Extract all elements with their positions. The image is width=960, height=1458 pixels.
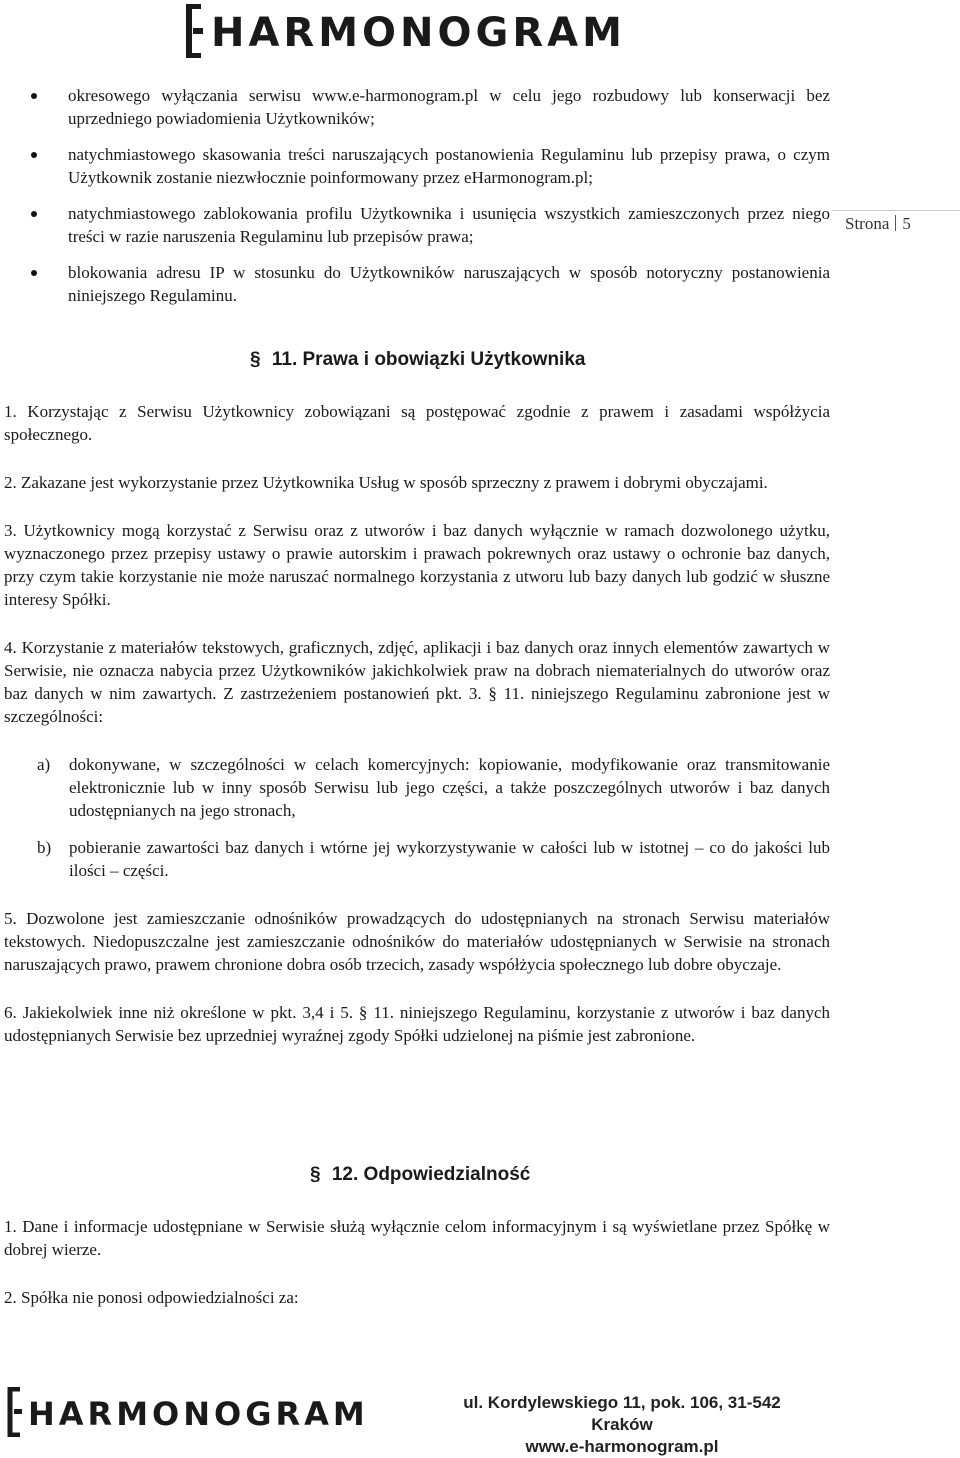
page-label-rule — [832, 210, 960, 211]
paragraph: 4. Korzystanie z materiałów tekstowych, graficznych, zdjęć, aplikacji i baz danych oraz innych elementów zawartych w Serwisie, nie oznacza nabycia przez Użytkowników jakichkolwiek praw na dobrach niematerialnych do utworów oraz baz danych w nim zawartych. Z zastrzeżeniem postanowień pkt. 3. § 11. niniejszego Regulaminu zabronione jest w szczególności: — [4, 638, 830, 726]
bullet-item: blokowania adresu IP w stosunku do Użytkowników naruszających w sposób notoryczny postanowienia niniejszego Regulaminu. — [4, 261, 830, 307]
section-11-title: 11. Prawa i obowiązki Użytkownika — [271, 349, 586, 370]
lettered-marker: a) — [37, 755, 51, 774]
paragraph: 1. Dane i informacje udostępniane w Serwisie służą wyłącznie celom informacyjnym i są wyświetlane przez Spółkę w dobrej wierze. — [4, 1217, 830, 1259]
bullet-dot-icon — [31, 211, 37, 217]
lettered-item: b) pobieranie zawartości baz danych i wtórne jej wykorzystywanie w całości lub w istotnej – co do jakości lub ilości – części. — [37, 838, 830, 880]
logo-text-top: HARMONOGRAM — [211, 10, 626, 56]
footer-logo — [6, 1387, 378, 1437]
bullet-item: okresowego wyłączania serwisu www.e-harmonogram.pl w celu jego rozbudowy lub konserwacji bez uprzedniego powiadomienia Użytkowników; — [4, 84, 830, 130]
page-label-separator — [895, 215, 896, 231]
footer-address-block — [442, 1392, 802, 1458]
bullet-dot-icon — [31, 270, 37, 276]
paragraph: 1. Korzystając z Serwisu Użytkownicy zobowiązani są postępować zgodnie z prawem i zasadami współżycia społecznego. — [4, 402, 830, 444]
paragraph: 6. Jakiekolwiek inne niż określone w pkt. 3,4 i 5. § 11. niniejszego Regulaminu, korzystanie z utworów i baz danych udostępnianych Serwisie bez uprzedniej wyraźnej zgody Spółki udzielonej na piśmie jest zabronione. — [4, 1003, 830, 1045]
bullet-list — [4, 84, 830, 307]
section-11-heading — [250, 349, 585, 371]
section-12-title: 12. Odpowiedzialność — [331, 1164, 531, 1185]
paragraph: 3. Użytkownicy mogą korzystać z Serwisu oraz z utworów i baz danych wyłącznie w ramach dozwolonego użytku, wyznaczonego przez przepisy ustawy o prawie autorskim i prawach pokrewnych oraz ustawy o ochronie baz danych, przy czym takie korzystanie nie może naruszać normalnego korzystania z utworu lub bazy danych lub godzić w słuszne interesy Spółki. — [4, 521, 830, 609]
bullet-block — [4, 84, 830, 320]
page-label — [845, 214, 911, 234]
harmonogram-logo-bottom — [6, 1387, 378, 1437]
paragraph-symbol: § — [310, 1164, 321, 1185]
logo-text-bottom: HARMONOGRAM — [28, 1395, 369, 1433]
harmonogram-logo-top — [183, 4, 653, 58]
page-label-text: Strona — [845, 214, 890, 233]
paragraph: 2. Spółka nie ponosi odpowiedzialności za: — [4, 1288, 299, 1307]
paragraph: 2. Zakazane jest wykorzystanie przez Użytkownika Usług w sposób sprzeczny z prawem i dobrymi obyczajami. — [4, 473, 768, 492]
lettered-list — [4, 753, 830, 882]
page-number: 5 — [902, 214, 911, 233]
section-11-body — [4, 400, 830, 1047]
footer-website: www.e-harmonogram.pl — [525, 1437, 719, 1456]
section-12-body — [4, 1215, 830, 1309]
lettered-item: a) dokonywane, w szczególności w celach komercyjnych: kopiowanie, modyfikowanie oraz transmitowanie elektronicznie lub w inny sposób Serwisu lub jego części, a także poszczególnych utworów i baz danych udostępnianych na jego stronach, — [37, 755, 830, 820]
bullet-item: natychmiastowego skasowania treści naruszających postanowienia Regulaminu lub przepisy prawa, o czym Użytkownik zostanie niezwłocznie poinformowany przez eHarmonogram.pl; — [4, 143, 830, 189]
paragraph: 5. Dozwolone jest zamieszczanie odnośników prowadzących do udostępnianych na stronach Serwisu materiałów tekstowych. Niedopuszczalne jest zamieszczanie odnośników do materiałów udostępnianych w Serwisie na stronach naruszających prawo, prawem chronione dobra osób trzecich, zasady współżycia społecznego lub dobre obyczaje. — [4, 909, 830, 974]
section-12-heading — [310, 1164, 530, 1186]
bullet-dot-icon — [31, 93, 37, 99]
footer-address: ul. Kordylewskiego 11, pok. 106, 31-542 Kraków — [463, 1393, 781, 1434]
header-logo — [183, 4, 653, 58]
paragraph-symbol: § — [250, 349, 261, 370]
lettered-marker: b) — [37, 838, 52, 857]
bullet-item: natychmiastowego zablokowania profilu Użytkownika i usunięcia wszystkich zamieszczonych przez niego treści w razie naruszenia Regulaminu lub przepisów prawa; — [4, 202, 830, 248]
bullet-dot-icon — [31, 152, 37, 158]
